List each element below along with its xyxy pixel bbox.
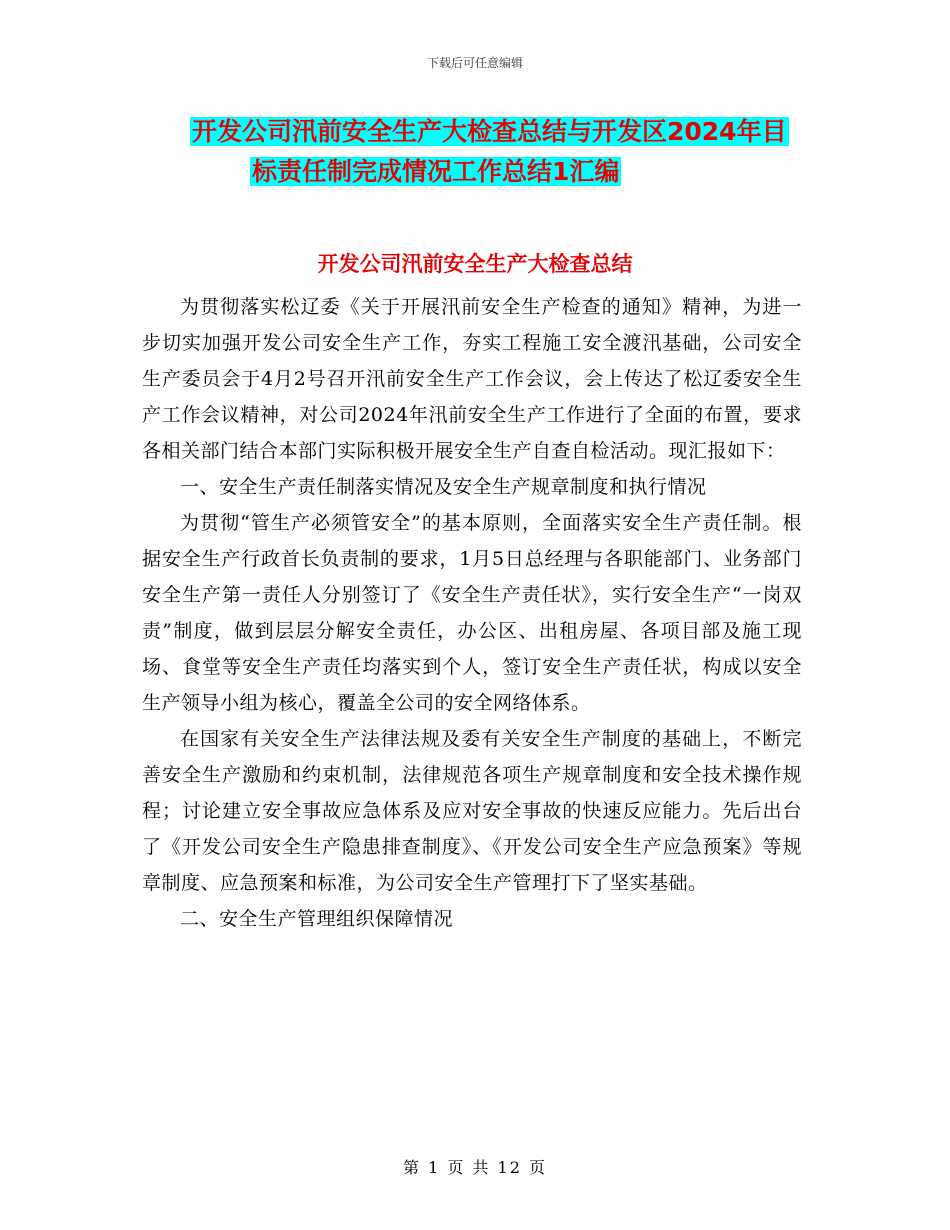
body-text — [142, 289, 802, 937]
title-line-1: 开发公司汛前安全生产大检查总结与开发区2024年目 — [192, 117, 787, 146]
header-note: 下载后可任意编辑 — [426, 56, 523, 70]
paragraph-responsibility: 为贯彻“管生产必须管安全”的基本原则，全面落实安全生产责任制。根据安全生产行政首长负责制的要求，1月5日总经理与各职能部门、业务部门安全生产第一责任人分别签订了《安全生产责任状》，实行安全生产“一岗双责”制度，做到层层分解安全责任，办公区、出租房屋、各项目部及施工现场、食堂等安全生产责任均落实到个人，签订安全生产责任状，构成以安全生产领导小组为核心，覆盖全公司的安全网络体系。 — [142, 512, 802, 714]
title-line-2: 标责任制完成情况工作总结1汇编 — [252, 157, 620, 186]
heading-one: 一、安全生产责任制落实情况及安全生产规章制度和执行情况 — [180, 476, 707, 498]
heading-two: 二、安全生产管理组织保障情况 — [180, 908, 454, 930]
document-title — [0, 112, 950, 192]
paragraph-regulations: 在国家有关安全生产法律法规及委有关安全生产制度的基础上，不断完善安全生产激励和约束机制，法律规范各项生产规章制度和安全技术操作规程；讨论建立安全事故应急体系及应对安全事故的快速反应能力。先后出台了《开发公司安全生产隐患排查制度》、《开发公司安全生产应急预案》等规章制度、应急预案和标准，为公司安全生产管理打下了坚实基础。 — [142, 728, 802, 894]
page-number: 第 1 页 共 12 页 — [403, 1158, 547, 1177]
section-title: 开发公司汛前安全生产大检查总结 — [317, 252, 633, 276]
paragraph-intro: 为贯彻落实松辽委《关于开展汛前安全生产检查的通知》精神，为进一步切实加强开发公司安全生产工作，夯实工程施工安全渡汛基础，公司安全生产委员会于4月2号召开汛前安全生产工作会议，会上传达了松辽委安全生产工作会议精神，对公司2024年汛前安全生产工作进行了全面的布置，要求各相关部门结合本部门实际积极开展安全生产自查自检活动。现汇报如下： — [142, 296, 802, 462]
